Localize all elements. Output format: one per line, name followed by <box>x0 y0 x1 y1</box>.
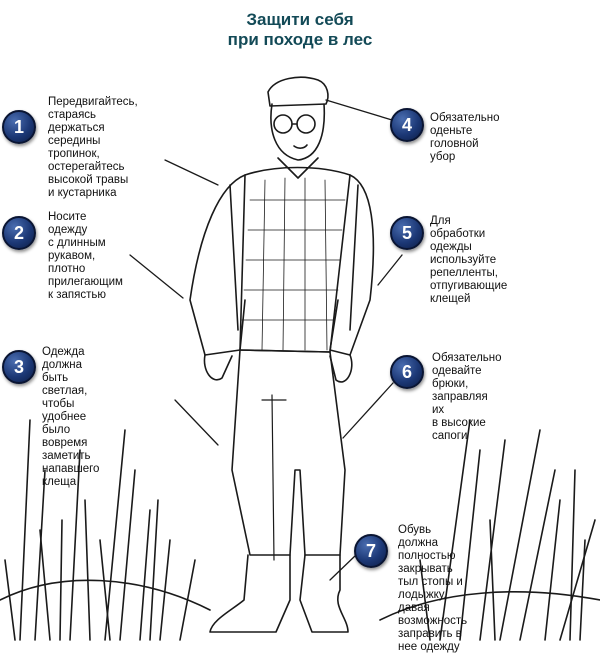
tip-text: Обувь должна полностью закрывать тыл стопы и лодыжку, давая возможность заправить в нее одежду <box>398 524 468 653</box>
tip-number-badge: 1 <box>2 110 36 144</box>
tip-text: Одежда должна быть светлая, чтобы удобнее было вовремя заметить напавшего клеща <box>42 346 100 488</box>
tip-number-badge: 2 <box>2 216 36 250</box>
trousers-shape <box>232 350 345 555</box>
tip-number-badge: 3 <box>2 350 36 384</box>
title-line-2: при походе в лес <box>227 30 373 49</box>
tip-text: Для обработки одежды используйте репелленты, отпугивающие клещей <box>430 215 508 305</box>
tip-text: Обязательно одевайте брюки, заправляя их в высокие сапоги <box>432 352 502 442</box>
grass-left <box>5 420 195 640</box>
tip-number-badge: 4 <box>390 108 424 142</box>
title-line-1: Защити себя <box>246 10 354 29</box>
right-boot-shape <box>300 555 348 632</box>
tip-number-badge: 7 <box>354 534 388 568</box>
tip-number-badge: 6 <box>390 355 424 389</box>
left-boot-shape <box>210 555 290 632</box>
hiker-figure <box>190 77 373 632</box>
left-sleeve-shape <box>190 175 245 355</box>
tip-text: Носите одежду с длинным рукавом, плотно прилегающим к запястью <box>48 211 123 301</box>
tip-text: Передвигайтесь, стараясь держаться середины тропинок, остерегайтесь высокой травы и кустарника <box>48 96 138 199</box>
leader-lines <box>130 100 402 580</box>
tip-text: Обязательно оденьте головной убор <box>430 112 500 163</box>
right-sleeve-shape <box>330 175 373 355</box>
cap-shape <box>268 77 328 106</box>
tip-number-badge: 5 <box>390 216 424 250</box>
